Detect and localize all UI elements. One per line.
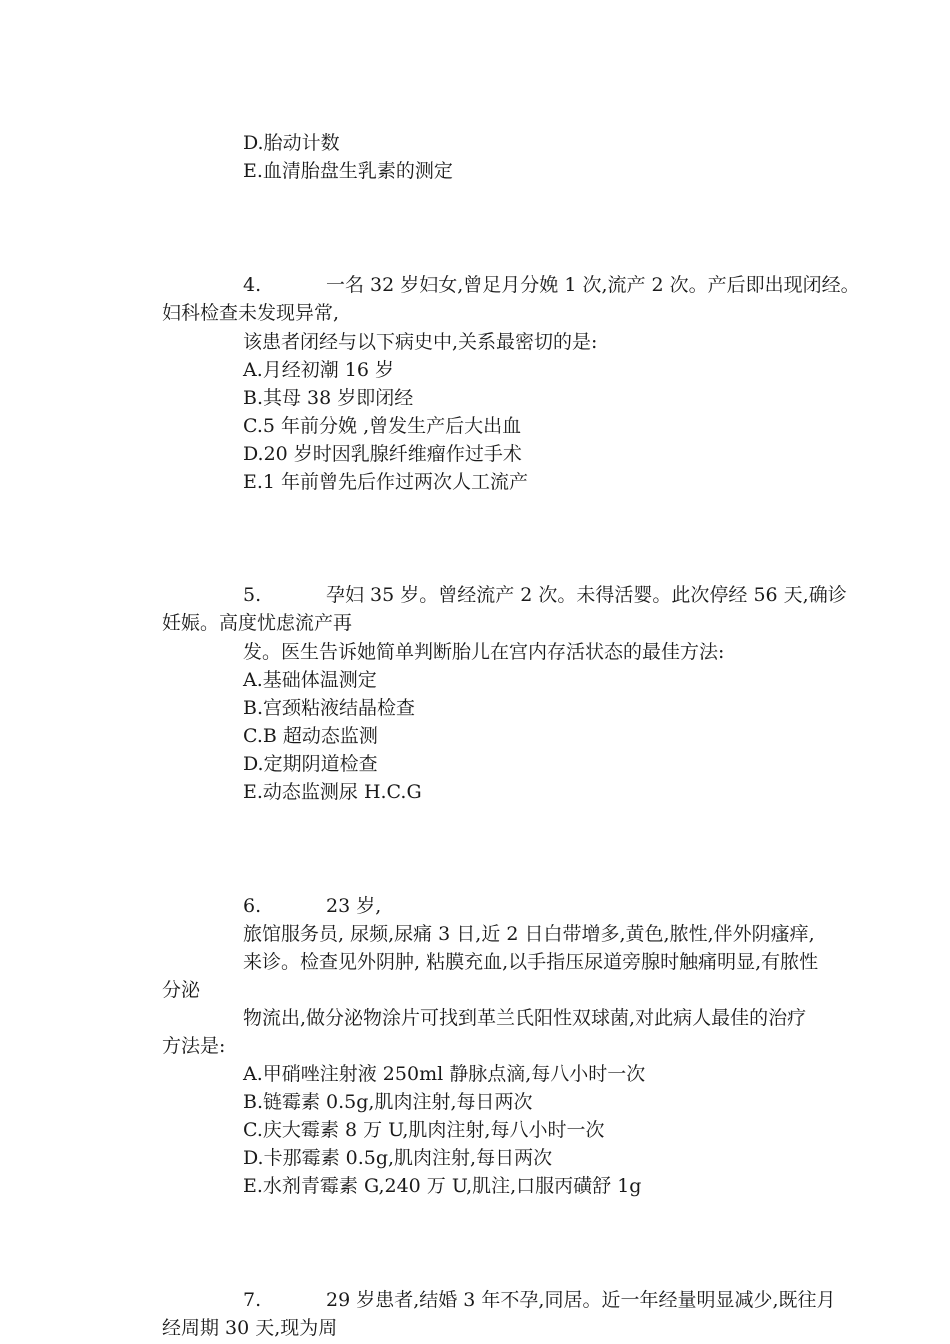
option-d: D.定期阴道检查 xyxy=(243,753,378,775)
question-stem: 分泌 xyxy=(162,979,201,1001)
question-stem: 该患者闭经与以下病史中,关系最密切的是: xyxy=(243,331,598,353)
question-stem: 一名 32 岁妇女,曾足月分娩 1 次,流产 2 次。产后即出现闭经。 xyxy=(326,274,860,296)
option-b: B.其母 38 岁即闭经 xyxy=(243,387,414,409)
question-stem: 方法是: xyxy=(162,1035,226,1057)
question-stem: 23 岁, xyxy=(326,895,382,917)
option-d: D.20 岁时因乳腺纤维瘤作过手术 xyxy=(243,443,522,465)
question-number: 5. xyxy=(243,584,262,606)
option-e: E.1 年前曾先后作过两次人工流产 xyxy=(243,471,529,493)
option-c: C.庆大霉素 8 万 U,肌肉注射,每八小时一次 xyxy=(243,1119,605,1141)
option-c: C.B 超动态监测 xyxy=(243,725,378,747)
question-stem: 发。医生告诉她简单判断胎儿在宫内存活状态的最佳方法: xyxy=(243,641,725,663)
question-stem: 孕妇 35 岁。曾经流产 2 次。未得活婴。此次停经 56 天,确诊 xyxy=(326,584,847,606)
option-a: A.甲硝唑注射液 250ml 静脉点滴,每八小时一次 xyxy=(243,1063,646,1085)
option-a: A.基础体温测定 xyxy=(243,669,377,691)
question-stem: 物流出,做分泌物涂片可找到革兰氏阳性双球菌,对此病人最佳的治疗 xyxy=(243,1007,807,1029)
option-b: B.链霉素 0.5g,肌肉注射,每日两次 xyxy=(243,1091,533,1113)
option-d: D.胎动计数 xyxy=(243,132,340,154)
question-stem: 经周期 30 天,现为周 xyxy=(162,1317,338,1339)
question-stem: 旅馆服务员, 尿频,尿痛 3 日,近 2 日白带增多,黄色,脓性,伴外阴瘙痒, xyxy=(243,923,815,945)
question-stem: 29 岁患者,结婚 3 年不孕,同居。近一年经量明显减少,既往月 xyxy=(326,1289,836,1311)
option-e: E.动态监测尿 H.C.G xyxy=(243,781,422,803)
option-b: B.宫颈粘液结晶检查 xyxy=(243,697,416,719)
question-number: 7. xyxy=(243,1289,262,1311)
question-stem: 来诊。检查见外阴肿, 粘膜充血,以手指压尿道旁腺时触痛明显,有脓性 xyxy=(243,951,819,973)
option-c: C.5 年前分娩 ,曾发生产后大出血 xyxy=(243,415,522,437)
option-d: D.卡那霉素 0.5g,肌肉注射,每日两次 xyxy=(243,1147,553,1169)
option-a: A.月经初潮 16 岁 xyxy=(243,359,395,381)
question-stem: 妇科检查未发现异常, xyxy=(162,302,340,324)
question-number: 4. xyxy=(243,274,262,296)
option-e: E.水剂青霉素 G,240 万 U,肌注,口服丙磺舒 1g xyxy=(243,1175,642,1197)
question-stem: 妊娠。高度忧虑流产再 xyxy=(162,612,353,634)
option-e: E.血清胎盘生乳素的测定 xyxy=(243,160,453,182)
question-number: 6. xyxy=(243,895,262,917)
